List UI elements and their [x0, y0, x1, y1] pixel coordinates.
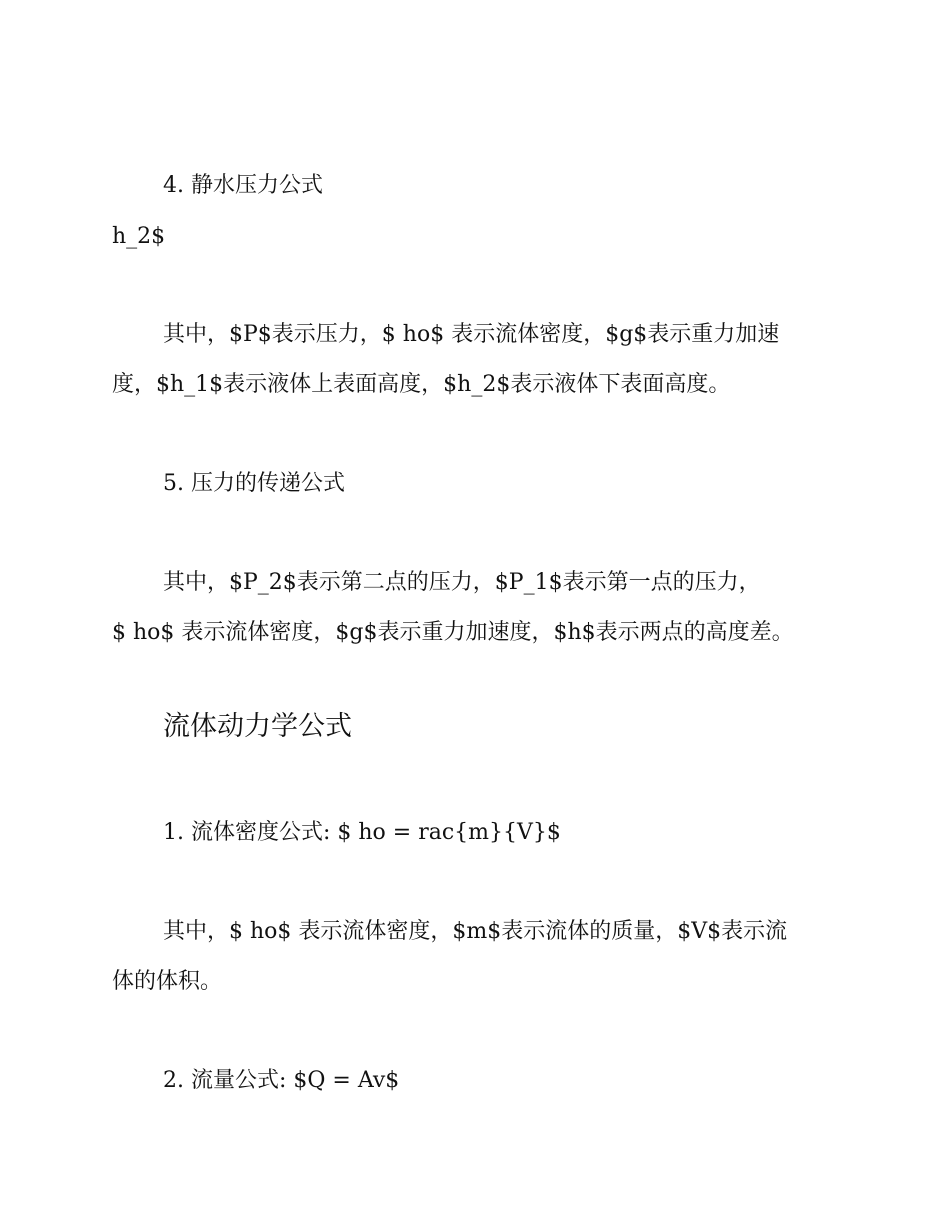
paragraph-line: 其中，$ ho$ 表示流体密度，$m$表示流体的质量，$V$表示流 [163, 919, 788, 944]
item-flow-rate-formula: 2. 流量公式: $Q = Av$ [163, 1068, 400, 1093]
item-pressure-transmission-formula: 5. 压力的传递公式 [163, 471, 345, 496]
paragraph-line: 度，$h_1$表示液体上表面高度，$h_2$表示液体下表面高度。 [112, 372, 731, 397]
paragraph-line: 其中，$P$表示压力，$ ho$ 表示流体密度，$g$表示重力加速 [163, 322, 780, 347]
item-fluid-density-formula: 1. 流体密度公式: $ ho = rac{m}{V}$ [163, 820, 561, 845]
paragraph-line: 体的体积。 [112, 969, 223, 994]
formula-fragment: h_2$ [112, 224, 166, 249]
paragraph-line: 其中，$P_2$表示第二点的压力，$P_1$表示第一点的压力， [163, 570, 761, 595]
paragraph-line: $ ho$ 表示流体密度，$g$表示重力加速度，$h$表示两点的高度差。 [112, 620, 794, 645]
section-heading: 流体动力学公式 [163, 711, 352, 742]
item-hydrostatic-pressure-formula: 4. 静水压力公式 [163, 173, 323, 198]
